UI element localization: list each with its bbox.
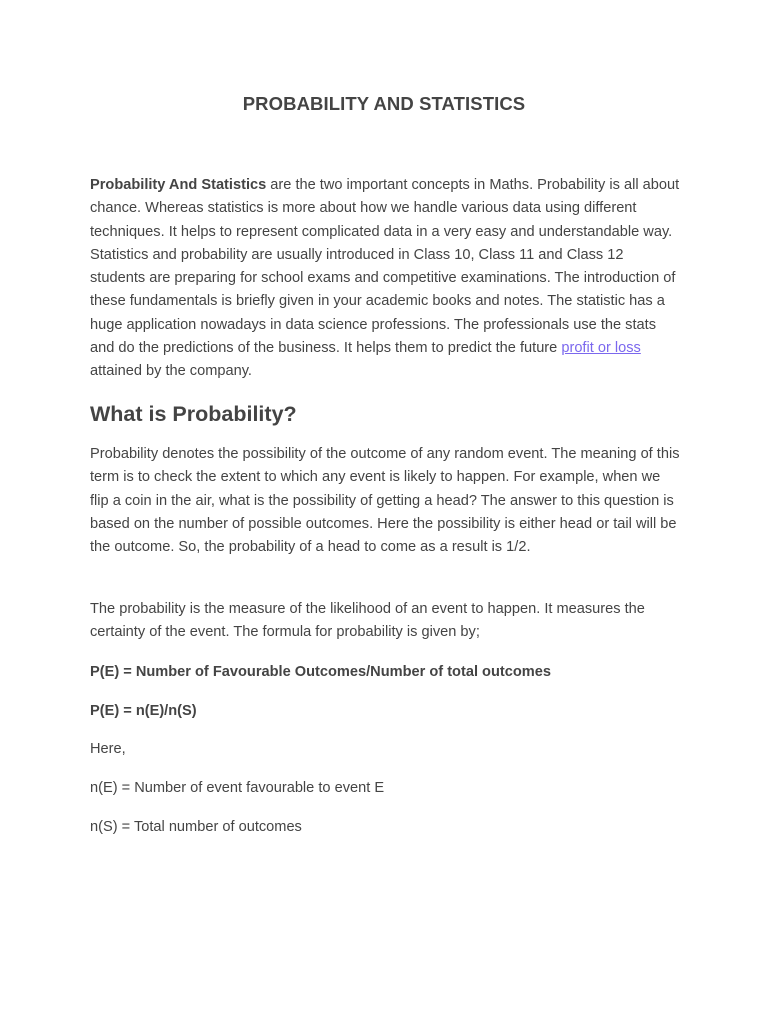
- here-label: Here,: [90, 741, 126, 757]
- probability-formula-words: P(E) = Number of Favourable Outcomes/Number of total outcomes: [90, 664, 551, 680]
- profit-or-loss-link[interactable]: profit or loss: [561, 340, 641, 357]
- document-title: PROBABILITY AND STATISTICS: [242, 93, 526, 114]
- probability-definition-paragraph: Probability denotes the possibility of the outcome of any random event. The meaning of this term is to check the extent to which any event is likely to happen. For example, when we flip a coin in the air, what is the possibility of getting a head? The answer to this question is based on the number of possible outcomes. Here the possibility is either head or tail will be the outcome. So, the probability of a head to come as a result is 1/2.: [90, 446, 680, 556]
- probability-measure-paragraph: The probability is the measure of the likelihood of an event to happen. It measures the certainty of the event. The formula for probability is given by;: [90, 601, 645, 641]
- probability-formula-symbols: P(E) = n(E)/n(S): [90, 703, 197, 719]
- intro-text-before-link: are the two important concepts in Maths. Probability is all about chance. Whereas statistics is more about how we handle various data using different techniques. It helps to represent complicated data in a very easy and understandable way. Statistics and probability are usually introduced in Class 10, Class 11 and Class 12 students are preparing for school exams and competitive examinations. The introduction of these fundamentals is briefly given in your academic books and notes. The statistic has a huge application nowadays in data science professions. The professionals use the stats and do the predictions of the business. It helps them to predict the future: [90, 177, 680, 357]
- intro-paragraph: [90, 174, 680, 384]
- definition-n-e: n(E) = Number of event favourable to event E: [90, 780, 385, 796]
- intro-bold-lead: Probability And Statistics: [90, 177, 267, 193]
- intro-text-after-link: attained by the company.: [90, 363, 252, 380]
- definition-n-s: n(S) = Total number of outcomes: [90, 819, 302, 835]
- section-heading-what-is-probability: What is Probability?: [90, 402, 297, 426]
